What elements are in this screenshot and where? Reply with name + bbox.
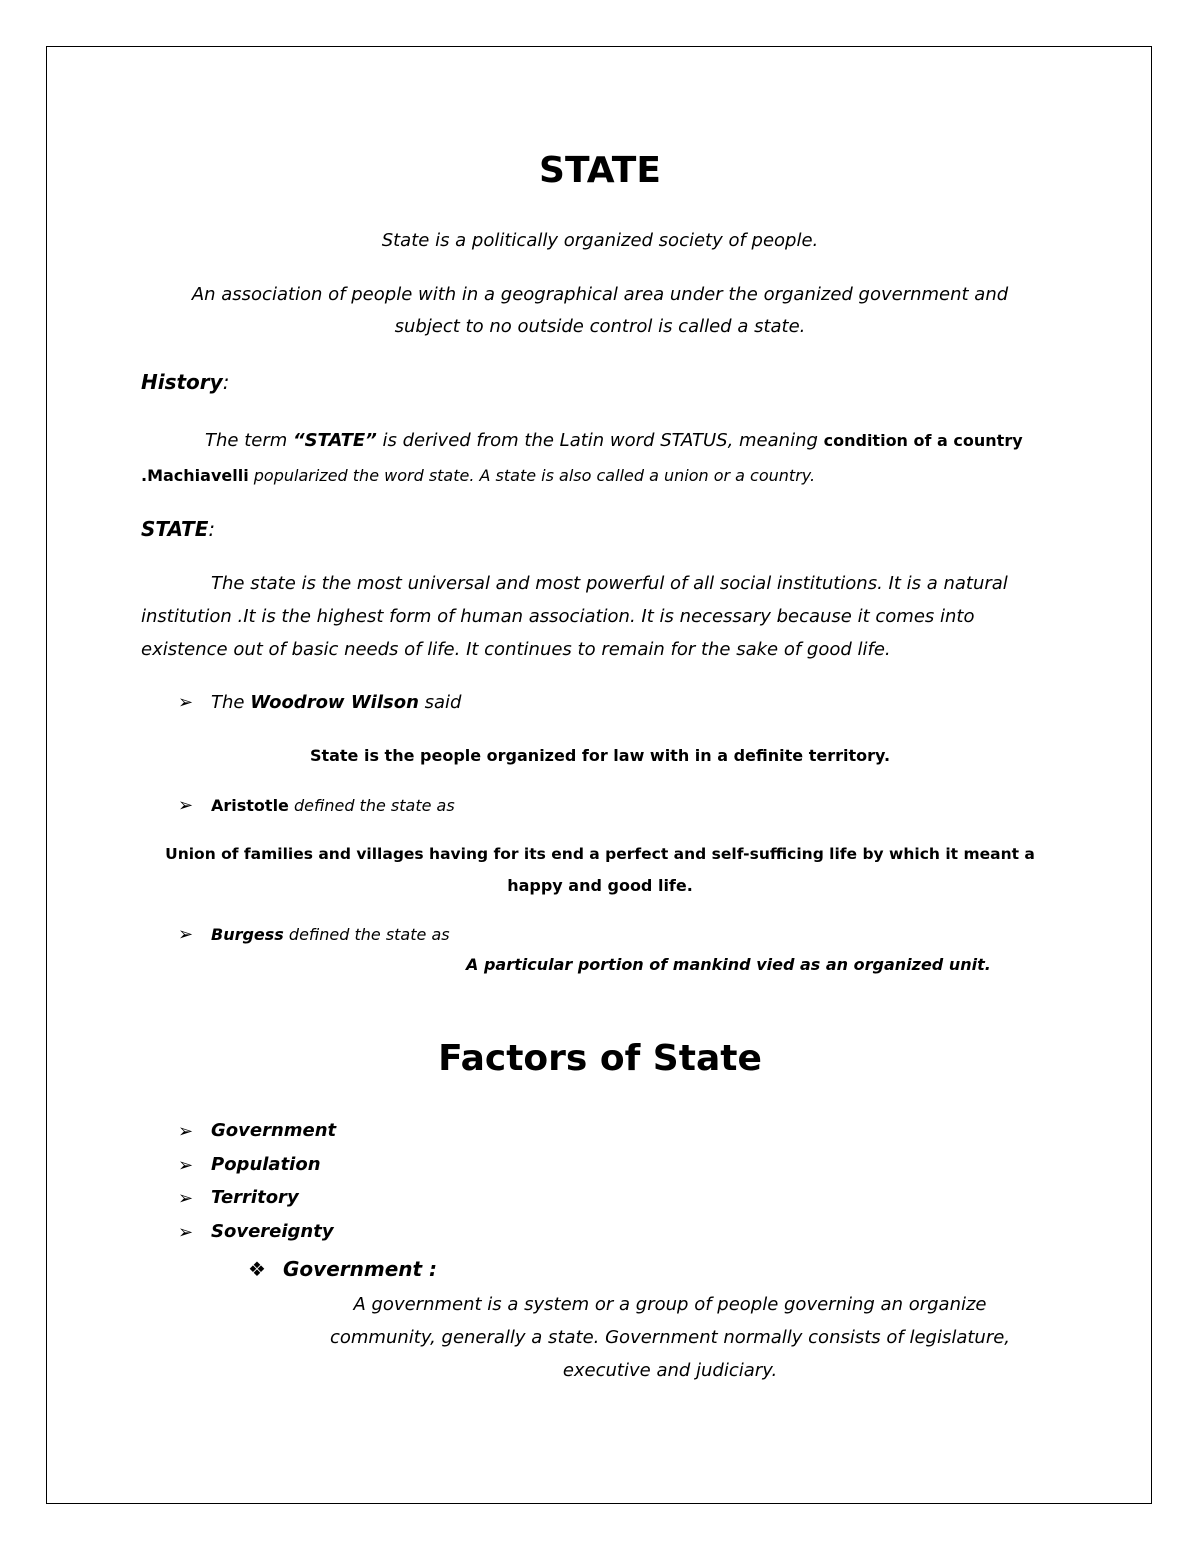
burgess-line: Burgess defined the state as [211,925,450,944]
factor-item: Sovereignty [211,1221,334,1242]
arrow-bullet-icon: ➢ [178,1155,194,1176]
definition-2-line2: subject to no outside control is called a state. [394,316,806,337]
government-line2: community, generally a state. Government normally consists of legislature, [329,1327,1011,1348]
arrow-bullet-icon: ➢ [178,1188,194,1209]
government-line3: executive and judiciary. [562,1360,778,1381]
government-heading: Government : [283,1257,438,1281]
wilson-line: The Woodrow Wilson said [211,692,462,713]
factors-title: Factors of State [438,1038,762,1079]
state-paragraph-line3: existence out of basic needs of life. It continues to remain for the sake of good life. [141,639,891,660]
definition-1: State is a politically organized society of people. [381,230,819,251]
state-paragraph-line1: The state is the most universal and most powerful of all social institutions. It is a natural [211,573,1008,594]
aristotle-quote-line2: happy and good life. [507,876,693,895]
page-title: STATE [539,150,661,191]
state-paragraph-line2: institution .It is the highest form of human association. It is necessary because it comes into [141,606,975,627]
diamond-bullet-icon: ❖ [248,1257,266,1281]
history-heading: History: [141,370,230,394]
arrow-bullet-icon: ➢ [178,1222,194,1243]
factor-item: Government [211,1120,337,1141]
aristotle-quote-line1: Union of families and villages having for its end a perfect and self-sufficing life by which it meant a [165,845,1035,863]
government-line1: A government is a system or a group of people governing an organize [353,1294,987,1315]
arrow-bullet-icon: ➢ [178,924,194,945]
history-paragraph-line1: The term “STATE” is derived from the Latin word STATUS, meaning condition of a country [205,430,1023,451]
arrow-bullet-icon: ➢ [178,795,194,816]
factor-item: Population [211,1154,321,1175]
arrow-bullet-icon: ➢ [178,1121,194,1142]
state-heading: STATE: [141,517,216,541]
burgess-quote: A particular portion of mankind vied as an organized unit. [466,955,991,974]
aristotle-line: Aristotle defined the state as [211,796,455,815]
factor-item: Territory [211,1187,299,1208]
definition-2-line1: An association of people with in a geographical area under the organized government and [191,284,1009,305]
page-border [46,46,1152,1504]
history-paragraph-line2: .Machiavelli popularized the word state. A state is also called a union or a country. [141,466,816,485]
wilson-quote: State is the people organized for law with in a definite territory. [309,746,891,765]
arrow-bullet-icon: ➢ [178,692,194,713]
